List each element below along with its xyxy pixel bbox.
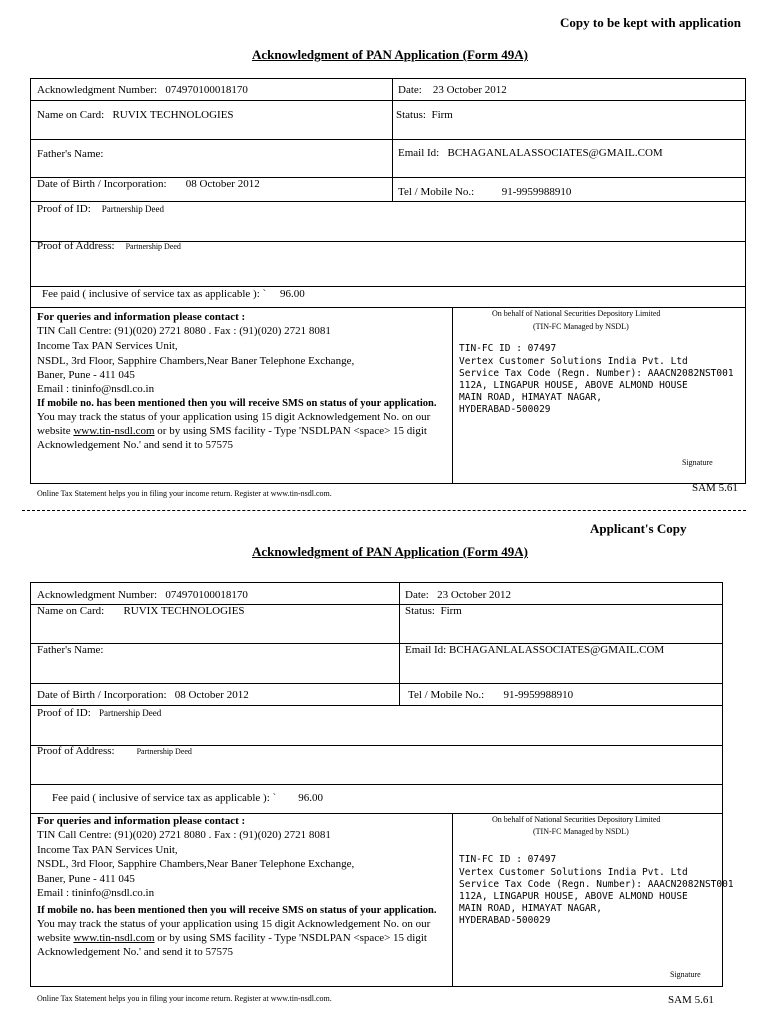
- tinfc-address: HYDERABAD-500029: [459, 915, 551, 926]
- tinfc-name: Vertex Customer Solutions India Pvt. Ltd: [459, 356, 688, 367]
- email-value: BCHAGANLALASSOCIATES@GMAIL.COM: [449, 644, 665, 656]
- date-value: 23 October 2012: [437, 589, 512, 601]
- contact-line: Income Tax PAN Services Unit,: [37, 844, 178, 856]
- tel-value: 91-9959988910: [501, 186, 572, 198]
- contact-email: Email : tininfo@nsdl.co.in: [37, 383, 155, 395]
- contact-heading: For queries and information please contact :: [37, 815, 246, 827]
- behalf-line: (TIN-FC Managed by NSDL): [533, 322, 629, 331]
- poi-value: Partnership Deed: [99, 708, 162, 718]
- fee-value: 96.00: [298, 792, 323, 804]
- contact-line: Baner, Pune - 411 045: [37, 369, 135, 381]
- fee-label: Fee paid ( inclusive of service tax as applicable ): `: [42, 288, 267, 300]
- tinfc-address: MAIN ROAD, HIMAYAT NAGAR,: [459, 392, 602, 403]
- cut-line: [22, 510, 746, 511]
- form-title: Acknowledgment of PAN Application (Form 49A): [252, 47, 528, 62]
- contact-line: NSDL, 3rd Floor, Sapphire Chambers,Near Baner Telephone Exchange,: [37, 355, 355, 367]
- signature-label: Signature: [670, 970, 701, 979]
- tinfc-id: TIN-FC ID : 07497: [459, 854, 557, 865]
- ack-number: 074970100018170: [165, 589, 248, 601]
- poi-label: Proof of ID:: [37, 203, 91, 215]
- poa-value: Partnership Deed: [136, 747, 192, 756]
- father-label: Father's Name:: [37, 148, 104, 160]
- track-line: Acknowledgement No.' and send it to 57575: [37, 946, 233, 958]
- tel-label: Tel / Mobile No.:: [398, 186, 475, 198]
- date-label: Date:: [398, 84, 422, 96]
- contact-heading: For queries and information please contact :: [37, 311, 246, 323]
- tel-value: 91-9959988910: [503, 689, 574, 701]
- father-label: Father's Name:: [37, 644, 104, 656]
- status-value: Firm: [440, 605, 462, 617]
- email-value: BCHAGANLALASSOCIATES@GMAIL.COM: [447, 147, 663, 159]
- signature-label: Signature: [682, 458, 713, 467]
- dob-value: 08 October 2012: [185, 178, 260, 190]
- name-value: RUVIX TECHNOLOGIES: [112, 109, 234, 121]
- tinfc-address: HYDERABAD-500029: [459, 404, 551, 415]
- footer-note: Online Tax Statement helps you in filing your income return. Register at www.tin-nsdl.com.: [37, 994, 332, 1003]
- dob-value: 08 October 2012: [174, 689, 249, 701]
- behalf-line: On behalf of National Securities Depository Limited: [492, 815, 661, 824]
- email-label: Email Id:: [398, 147, 440, 159]
- tinfc-stc: Service Tax Code (Regn. Number): AAACN2082NST001: [459, 879, 734, 890]
- tinfc-stc: Service Tax Code (Regn. Number): AAACN2082NST001: [459, 368, 734, 379]
- fee-value: 96.00: [279, 288, 305, 300]
- ack-number: 074970100018170: [165, 84, 248, 96]
- name-value: RUVIX TECHNOLOGIES: [123, 605, 245, 617]
- name-label: Name on Card:: [37, 605, 105, 617]
- email-label: Email Id:: [405, 644, 447, 656]
- name-label: Name on Card:: [37, 109, 105, 121]
- copy-label: Applicant's Copy: [590, 521, 687, 536]
- track-line: Acknowledgement No.' and send it to 57575: [37, 439, 233, 451]
- contact-email: Email : tininfo@nsdl.co.in: [37, 887, 155, 899]
- poi-value: Partnership Deed: [101, 204, 165, 214]
- contact-line: NSDL, 3rd Floor, Sapphire Chambers,Near Baner Telephone Exchange,: [37, 858, 355, 870]
- poa-label: Proof of Address:: [37, 240, 115, 252]
- contact-line: TIN Call Centre: (91)(020) 2721 8080 . Fax : (91)(020) 2721 8081: [37, 829, 331, 841]
- track-line: website: [37, 932, 71, 944]
- poi-label: Proof of ID:: [37, 707, 91, 719]
- form-title: Acknowledgment of PAN Application (Form 49A): [252, 544, 528, 559]
- sam-code: SAM 5.61: [668, 994, 714, 1006]
- nsdl-website-link[interactable]: www.tin-nsdl.com: [73, 932, 155, 944]
- fee-label: Fee paid ( inclusive of service tax as applicable ): `: [52, 792, 277, 804]
- tinfc-id: TIN-FC ID : 07497: [459, 343, 557, 354]
- ack-label: Acknowledgment Number:: [37, 84, 158, 96]
- track-line: or by using SMS facility - Type 'NSDLPAN <space> 15 digit: [157, 425, 427, 437]
- footer-note: Online Tax Statement helps you in filing your income return. Register at www.tin-nsdl.com.: [37, 489, 332, 498]
- tinfc-address: 112A, LINGAPUR HOUSE, ABOVE ALMOND HOUSE: [459, 380, 688, 391]
- tinfc-address: MAIN ROAD, HIMAYAT NAGAR,: [459, 903, 602, 914]
- tinfc-address: 112A, LINGAPUR HOUSE, ABOVE ALMOND HOUSE: [459, 891, 688, 902]
- behalf-line: (TIN-FC Managed by NSDL): [533, 827, 629, 836]
- sms-heading: If mobile no. has been mentioned then you will receive SMS on status of your application.: [37, 905, 437, 916]
- sam-code: SAM 5.61: [692, 482, 738, 494]
- ack-label: Acknowledgment Number:: [37, 589, 158, 601]
- dob-label: Date of Birth / Incorporation:: [37, 689, 167, 701]
- contact-line: TIN Call Centre: (91)(020) 2721 8080 . Fax : (91)(020) 2721 8081: [37, 325, 331, 337]
- dob-label: Date of Birth / Incorporation:: [37, 178, 167, 190]
- date-label: Date:: [405, 589, 429, 601]
- track-line: website: [37, 425, 71, 437]
- date-value: 23 October 2012: [432, 84, 507, 96]
- track-line: You may track the status of your application using 15 digit Acknowledgement No. on our: [37, 918, 431, 930]
- copy-label: Copy to be kept with application: [560, 15, 741, 30]
- status-value: Firm: [431, 109, 453, 121]
- track-line: or by using SMS facility - Type 'NSDLPAN <space> 15 digit: [157, 932, 427, 944]
- tinfc-name: Vertex Customer Solutions India Pvt. Ltd: [459, 867, 688, 878]
- tel-label: Tel / Mobile No.:: [408, 689, 485, 701]
- track-line: You may track the status of your application using 15 digit Acknowledgement No. on our: [37, 411, 431, 423]
- sms-heading: If mobile no. has been mentioned then you will receive SMS on status of your application.: [37, 398, 437, 409]
- contact-line: Baner, Pune - 411 045: [37, 873, 135, 885]
- poa-value: Partnership Deed: [125, 242, 181, 251]
- nsdl-website-link[interactable]: www.tin-nsdl.com: [73, 425, 155, 437]
- status-label: Status:: [405, 605, 435, 617]
- contact-line: Income Tax PAN Services Unit,: [37, 340, 178, 352]
- poa-label: Proof of Address:: [37, 745, 115, 757]
- status-label: Status:: [396, 109, 426, 121]
- behalf-line: On behalf of National Securities Depository Limited: [492, 309, 661, 318]
